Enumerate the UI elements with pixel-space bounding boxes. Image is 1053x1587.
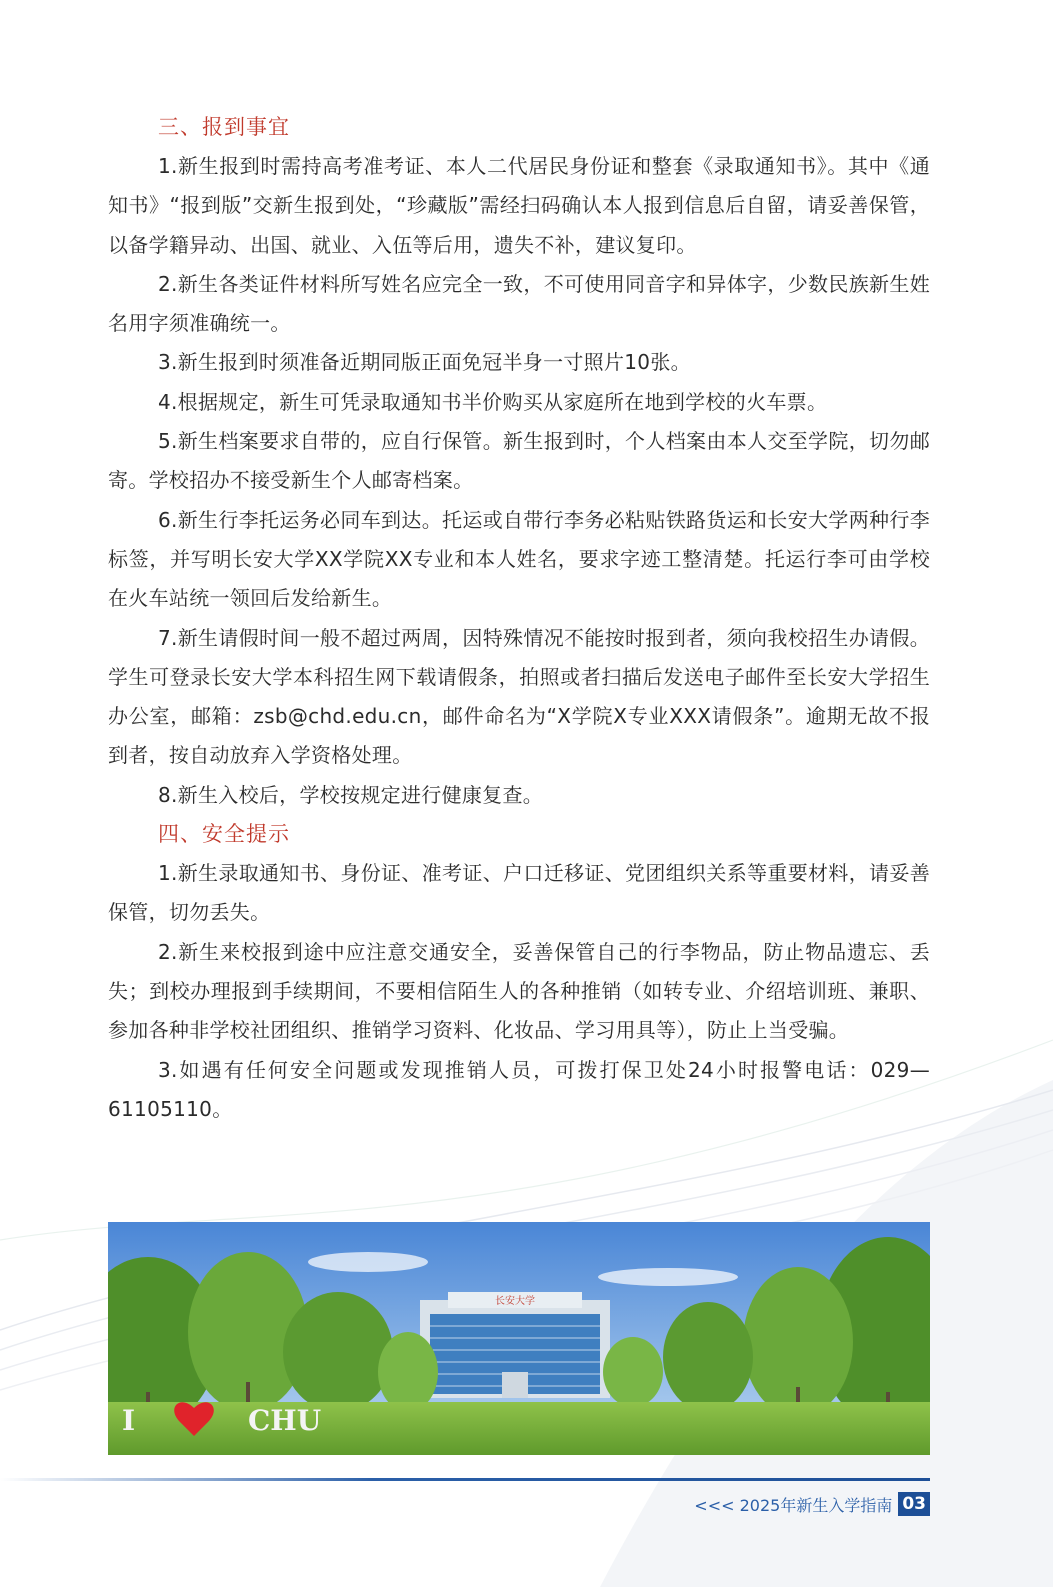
building-sign: 长安大学 (495, 1296, 535, 1307)
sculpture-letter-i: I (122, 1404, 136, 1437)
campus-photo (108, 1222, 930, 1455)
guide-content (108, 108, 930, 1129)
main-building (420, 1292, 610, 1398)
footer-guide-title: <<< 2025年新生入学指南 (694, 1495, 893, 1515)
sculpture-letters-chu: CHU (248, 1404, 322, 1437)
registration-item-7: 7.新生请假时间一般不超过两周，因特殊情况不能按时报到者，须向我校招生办请假。学生可登录长安大学本科招生网下载请假条，拍照或者扫描后发送电子邮件至长安大学招生办公室，邮箱：zsb@chd.edu.cn，邮件命名为“X学院X专业XXX请假条”。逾期无故不报到者，按自动放弃入学资格处理。 (108, 625, 930, 768)
page-footer (694, 1491, 930, 1517)
page-number: 03 (898, 1492, 930, 1516)
registration-item-6: 6.新生行李托运务必同车到达。托运或自带行李务必粘贴铁路货运和长安大学两种行李标签，并写明长安大学XX学院XX专业和本人姓名，要求字迹工整清楚。托运行李可由学校在火车站统一领回后发给新生。 (108, 507, 930, 611)
registration-item-8: 8.新生入校后，学校按规定进行健康复查。 (158, 782, 544, 807)
safety-item-2: 2.新生来校报到途中应注意交通安全，妥善保管自己的行李物品，防止物品遗忘、丢失；到校办理报到手续期间，不要相信陌生人的各种推销（如转专业、介绍培训班、兼职、参加各种非学校社团组织、推销学习资料、化妆品、学习用具等），防止上当受骗。 (108, 939, 930, 1043)
registration-item-2: 2.新生各类证件材料所写姓名应完全一致，不可使用同音字和异体字，少数民族新生姓名用字须准确统一。 (108, 271, 930, 336)
safety-item-3: 3.如遇有任何安全问题或发现推销人员，可拨打保卫处24小时报警电话：029—61105110。 (108, 1057, 930, 1121)
registration-item-3: 3.新生报到时须准备近期同版正面免冠半身一寸照片10张。 (158, 350, 691, 375)
registration-item-4: 4.根据规定，新生可凭录取通知书半价购买从家庭所在地到学校的火车票。 (158, 389, 828, 414)
registration-item-5: 5.新生档案要求自带的，应自行保管。新生报到时，个人档案由本人交至学院，切勿邮寄。学校招办不接受新生个人邮寄档案。 (108, 429, 930, 493)
section-heading-safety: 四、安全提示 (158, 822, 290, 847)
footer-divider (0, 1478, 930, 1481)
safety-item-1: 1.新生录取通知书、身份证、准考证、户口迁移证、党团组织关系等重要材料，请妥善保管，切勿丢失。 (108, 861, 930, 925)
registration-item-1: 1.新生报到时需持高考准考证、本人二代居民身份证和整套《录取通知书》。其中《通知书》“报到版”交新生报到处，“珍藏版”需经扫码确认本人报到信息后自留，请妥善保管，以备学籍异动、出国、就业、入伍等后用，遗失不补，建议复印。 (108, 154, 930, 257)
section-heading-registration: 三、报到事宜 (158, 115, 290, 139)
